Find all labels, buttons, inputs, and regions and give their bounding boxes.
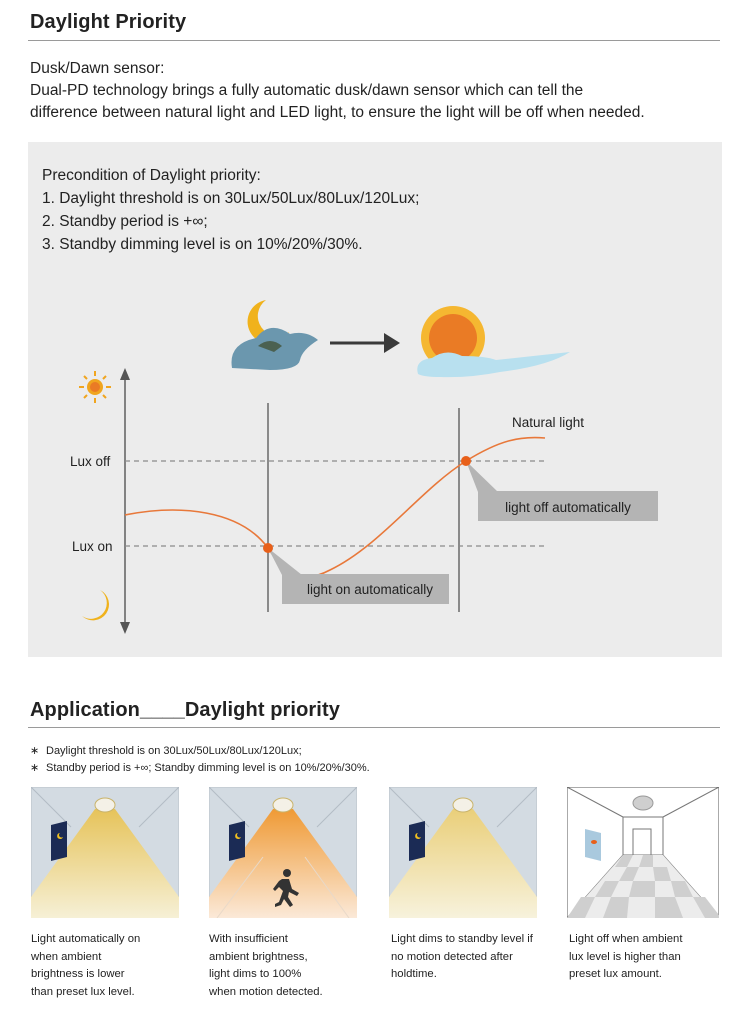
scene-motion-detected — [209, 787, 357, 918]
note-text: Daylight threshold is on 30Lux/50Lux/80Lux/120Lux; — [46, 745, 302, 757]
scene-light-on — [31, 787, 179, 918]
brightness-axis — [120, 368, 130, 634]
window-moon-icon — [51, 821, 67, 861]
lux-on-label: Lux on — [72, 539, 113, 554]
precondition-item: 3. Standby dimming level is on 10%/20%/30%. — [42, 236, 363, 253]
note-bullet: ∗ — [30, 745, 40, 757]
precondition-heading: Precondition of Daylight priority: — [42, 167, 261, 184]
scene-light-off — [567, 787, 719, 918]
lux-off-label: Lux off — [70, 454, 111, 469]
section-title-application: Application____Daylight priority — [30, 699, 340, 721]
caption-text: Light automatically on when ambient brightness is lower than preset lux level. — [31, 933, 141, 998]
intro-line: Dusk/Dawn sensor: — [30, 60, 165, 77]
note-bullet: ∗ — [30, 762, 40, 774]
scene-standby-dim — [389, 787, 537, 918]
callout-on-text: light on automatically — [306, 582, 434, 597]
scene-caption — [31, 931, 191, 1001]
scene-caption — [391, 931, 563, 984]
callout-off-text: light off automatically — [505, 500, 631, 515]
intro-line: Dual-PD technology brings a fully automatic dusk/dawn sensor which can tell the — [30, 82, 584, 99]
window-moon-icon — [229, 821, 245, 861]
note-item — [30, 743, 370, 760]
scene-caption — [209, 931, 369, 1001]
precondition-item: 1. Daylight threshold is on 30Lux/50Lux/80Lux/120Lux; — [42, 190, 420, 207]
intro-line: difference between natural light and LED light, to ensure the light will be off when needed. — [30, 104, 645, 121]
title-divider — [28, 40, 720, 41]
caption-text: With insufficient ambient brightness, light dims to 100% when motion detected. — [209, 933, 323, 998]
note-text: Standby period is +∞; Standby dimming level is on 10%/20%/30%. — [46, 762, 370, 774]
intro-text — [30, 58, 730, 124]
natural-light-label: Natural light — [512, 415, 585, 430]
lux-on-point — [263, 543, 273, 553]
note-item — [30, 760, 370, 777]
scene-caption — [569, 931, 729, 984]
sun-icon — [79, 371, 111, 403]
callout-light-off — [466, 461, 658, 521]
window-moon-icon — [409, 821, 425, 861]
window-sun-icon — [585, 829, 601, 861]
application-divider — [28, 727, 720, 728]
section-title-daylight-priority: Daylight Priority — [30, 11, 187, 33]
callout-light-on — [268, 548, 449, 604]
transition-arrow-icon — [330, 333, 400, 353]
day-sun-cloud-icon — [417, 306, 570, 377]
daylight-diagram — [28, 142, 722, 657]
precondition-item: 2. Standby period is +∞; — [42, 213, 208, 230]
moon-icon — [82, 590, 109, 620]
night-cloud-icon — [232, 300, 319, 370]
caption-text: Light dims to standby level if no motion detected after holdtime. — [391, 933, 533, 980]
lux-off-point — [461, 456, 471, 466]
application-notes — [30, 743, 370, 777]
caption-text: Light off when ambient lux level is higher than preset lux amount. — [569, 933, 683, 980]
